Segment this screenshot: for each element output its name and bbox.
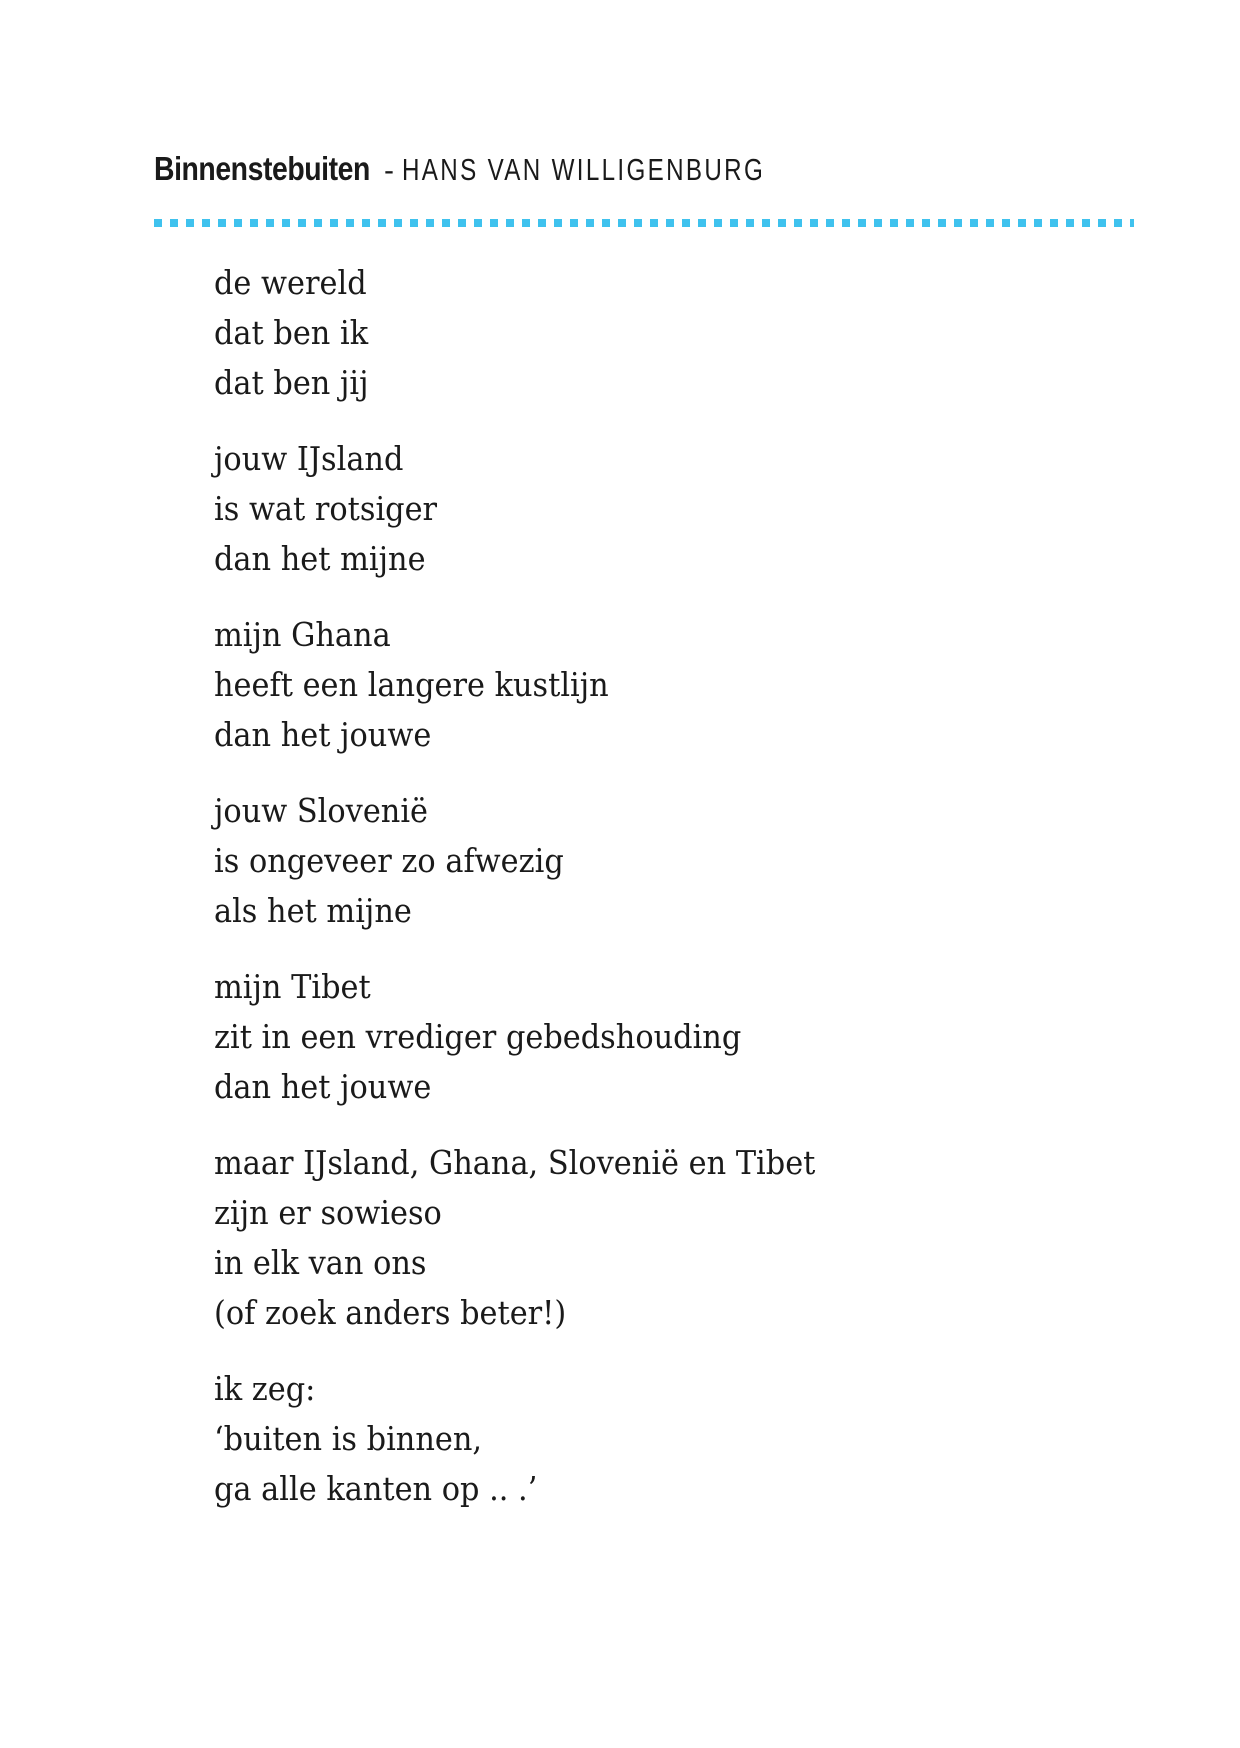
poem-line: ik zeg: — [214, 1369, 316, 1408]
poem-body — [214, 258, 1114, 1540]
poem-line: mijn Ghana — [214, 615, 391, 654]
stanza — [214, 258, 1114, 408]
poem-line: mijn Tibet — [214, 967, 371, 1006]
poem-line: maar IJsland, Ghana, Slovenië en Tibet — [214, 1143, 816, 1182]
poem-line: (of zoek anders beter!) — [214, 1293, 567, 1332]
poem-line: jouw Slovenië — [214, 791, 429, 830]
stanza — [214, 434, 1114, 584]
poem-line: dan het mijne — [214, 539, 426, 578]
poem-line: ga alle kanten op .. .’ — [214, 1469, 538, 1508]
poem-author: HANS VAN WILLIGENBURG — [402, 152, 766, 187]
poem-line: ‘buiten is binnen, — [214, 1419, 483, 1458]
stanza — [214, 962, 1114, 1112]
poem-title: Binnenstebuiten — [154, 150, 370, 187]
poem-line: heeft een langere kustlijn — [214, 665, 609, 704]
poem-line: in elk van ons — [214, 1243, 427, 1282]
dotted-divider — [154, 219, 1134, 227]
title-separator: - — [384, 154, 394, 187]
poem-line: jouw IJsland — [214, 439, 404, 478]
poem-line: dat ben jij — [214, 363, 369, 402]
stanza — [214, 1364, 1114, 1514]
page-header — [154, 150, 868, 194]
poem-line: dan het jouwe — [214, 1067, 432, 1106]
stanza — [214, 1138, 1114, 1338]
poem-line: als het mijne — [214, 891, 412, 930]
poem-line: is wat rotsiger — [214, 489, 438, 528]
poem-line: de wereld — [214, 263, 367, 302]
poem-line: dat ben ik — [214, 313, 369, 352]
stanza — [214, 786, 1114, 936]
poem-line: is ongeveer zo afwezig — [214, 841, 564, 880]
poem-line: zit in een vrediger gebedshouding — [214, 1017, 742, 1056]
poem-line: zijn er sowieso — [214, 1193, 442, 1232]
poem-line: dan het jouwe — [214, 715, 432, 754]
stanza — [214, 610, 1114, 760]
